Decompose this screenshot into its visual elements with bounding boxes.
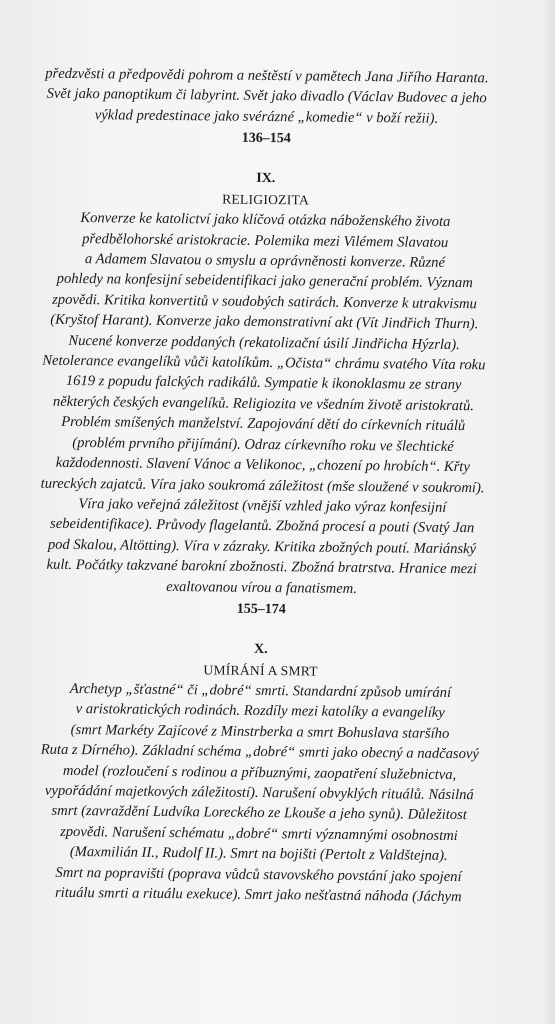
- text-line: Smrt na popravišti (poprava vůdců stavovského povstání jako spojení: [55, 864, 462, 885]
- chapter-summary: [5, 678, 513, 908]
- text-line: Problém smíšených manželství. Zapojování dětí do církevních rituálů: [61, 414, 466, 435]
- text-line: pohledy na konfesijní sebeidentifikaci jako generační problém. Význam: [56, 271, 473, 292]
- text-line: v aristokratických rodinách. Rozdíly mezi katolíky a evangelíky: [75, 701, 445, 722]
- text-line: (Kryštof Harant). Konverze jako demonstrativní akt (Vít Jindřich Thurn).: [50, 311, 479, 333]
- text-line: Konverze ke katolictví jako klíčová otázka náboženského života: [80, 210, 451, 231]
- text-line: Víra jako veřejná záležitost (vnější vzhled jako výraz konfesijní: [78, 495, 447, 516]
- chapter-summary: [8, 208, 518, 601]
- page-edge-shadow: [543, 0, 555, 1024]
- text-line: model (rozloučení s rodinou a příbuznými, zaopatření služebnictva,: [62, 762, 457, 783]
- table-of-contents: [5, 63, 520, 908]
- text-line: pod Skalou, Altötting). Víra v zázraky. Kritika zbožných poutí. Mariánský: [47, 536, 477, 557]
- chapter-ix: [8, 167, 519, 623]
- text-line: předzvěsti a předpovědi pohrom a neštěstí v pamětech Jana Jiřího Haranta.: [45, 65, 489, 87]
- text-line: kult. Počátky takzvané barokní zbožnosti. Zbožná bratrstva. Hranice mezi: [46, 556, 477, 578]
- chapter-title: UMÍRÁNÍ A SMRT: [203, 662, 318, 679]
- text-line: smrt (zavraždění Ludvíka Loreckého ze Lkouše a jeho synů). Důležitost: [51, 803, 467, 824]
- text-line: zpovědi. Kritika konvertitů v soudobých satirách. Konverze k utrakvismu: [52, 291, 477, 313]
- text-line: rituálu smrti a rituálu exekuce). Smrt jako nešťastná náhoda (Jáchym: [54, 884, 462, 906]
- text-line: tureckých zajatců. Víra jako soukromá záležitost (mše sloužené v soukromí).: [40, 475, 485, 496]
- page-range: 155–174: [236, 601, 286, 618]
- text-line: některých českých evangelíků. Religiozita ve všedním životě aristokratů.: [52, 393, 475, 415]
- text-line: Ruta z Dírného). Základní schéma „dobré“ smrti jako obecný a nadčasový: [40, 741, 479, 763]
- text-line: výklad predestinace jako svérázné „komedie“ v boží režii).: [94, 107, 439, 127]
- intro-paragraph: [13, 63, 520, 130]
- page-range: 136–154: [241, 130, 291, 147]
- chapter-title: RELIGIOZITA: [222, 191, 310, 208]
- chapter-x: [5, 637, 514, 908]
- text-line: každodennosti. Slavení Vánoc a Velikonoc, „chození po hrobích“. Křty: [55, 454, 470, 476]
- intro-section: [13, 63, 520, 152]
- text-line: vypořádání majetkových záležitostí). Narušení obvyklých rituálů. Násilná: [44, 782, 474, 804]
- text-line: sebeidentifikace). Průvody flagelantů. Zbožná procesí a pouti (Svatý Jan: [49, 516, 475, 537]
- text-line: exaltovanou vírou a fanatismem.: [166, 578, 358, 597]
- text-line: a Adamem Slavatou o smyslu a oprávněnosti konverze. Různé: [84, 251, 446, 271]
- text-line: (problém prvního přijímání). Odraz církevního roku ve šlechtické: [72, 434, 454, 455]
- chapter-number: X.: [253, 641, 268, 657]
- text-line: 1619 z popudu falckých radikálů. Sympatie k ikonoklasmu ze strany: [65, 373, 462, 394]
- text-line: Archetyp „šťastné“ či „dobré“ smrti. Standardní způsob umírání: [69, 680, 452, 701]
- text-line: Svět jako panoptikum či labyrint. Svět jako divadlo (Václav Budovec a jeho: [46, 86, 487, 107]
- text-line: Nucené konverze poddaných (rekatolizační úsilí Jindřicha Hýzrla).: [68, 332, 460, 353]
- text-line: (smrt Markéty Zajícové z Minstrberka a smrt Bohuslava staršího: [70, 721, 450, 742]
- text-line: zpovědi. Narušení schématu „dobré“ smrti významnými osobnostmi: [60, 823, 458, 844]
- chapter-number: IX.: [256, 171, 276, 187]
- text-line: Netolerance evangelíků vůči katolíkům. „Očista“ chrámu svatého Víta roku: [42, 352, 486, 374]
- text-line: předbělohorské aristokracie. Polemika mezi Vilémem Slavatou: [82, 230, 449, 251]
- text-line: (Maxmilián II., Rudolf II.). Smrt na bojišti (Pertolt z Valdštejna).: [69, 844, 448, 865]
